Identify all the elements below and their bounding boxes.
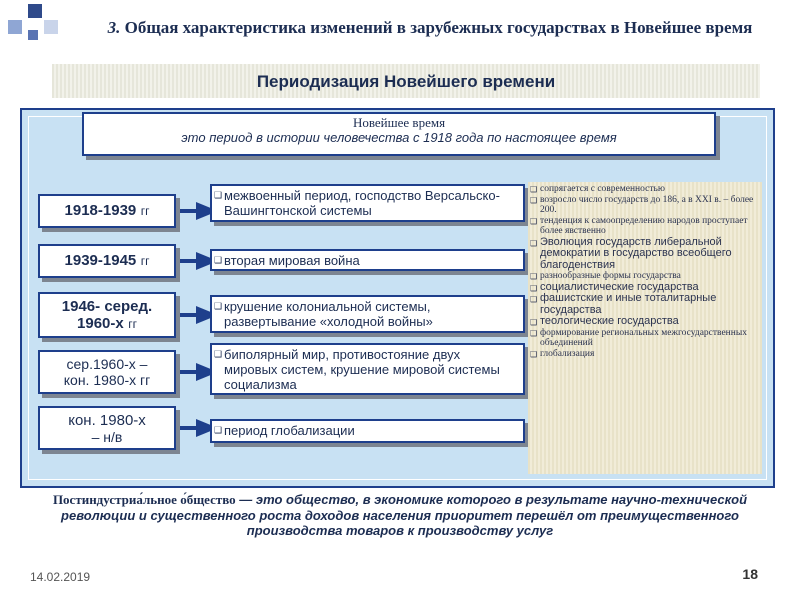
period-box-2 (38, 244, 176, 278)
period-years: 1939-1945 (64, 252, 137, 269)
period-suffix: гг (140, 254, 150, 268)
period-box-4 (38, 350, 176, 394)
title-text: Общая характеристика изменений в зарубежных государствах в Новейшее время (124, 18, 753, 37)
slide-subtitle: Периодизация Новейшего времени (256, 72, 556, 91)
bullet-icon: ❑ (214, 190, 223, 200)
description-text: вторая мировая война (224, 253, 360, 268)
definition-term: Новейшее время (352, 115, 446, 130)
page-number: 18 (742, 566, 758, 582)
list-item: ❑ сопрягается с современностью (530, 184, 762, 195)
bullet-icon: ❑ (214, 349, 223, 359)
square-shape (8, 20, 22, 34)
period-years: 1918-1939 (64, 202, 137, 219)
bullet-icon: ❑ (214, 255, 223, 265)
period-description-5 (210, 419, 525, 443)
list-item: ❑ фашистские и иные тоталитарные государства (530, 293, 762, 316)
period-suffix: гг (128, 316, 137, 331)
period-line-2: 1960-х (77, 314, 124, 332)
period-description-2 (210, 249, 525, 271)
description-text: межвоенный период, господство Версальско-Вашингтонской системы (224, 188, 500, 218)
list-item: ❑ теологические государства (530, 316, 762, 328)
period-line-2: – н/в (91, 428, 123, 445)
square-shape (28, 4, 42, 18)
square-shape (28, 30, 38, 40)
conclusion-term: Постиндустриа́льное о́бщество (52, 492, 236, 507)
period-description-1 (210, 184, 525, 222)
square-shape (44, 20, 58, 34)
bullet-icon: ❑ (214, 301, 223, 311)
list-item: ❑ социалистические государства (530, 282, 762, 294)
period-line-2: кон. 1980-х гг (63, 372, 151, 388)
slide-title (80, 18, 780, 38)
period-box-5 (38, 406, 176, 450)
characteristics-list (530, 184, 762, 359)
description-text: период глобализации (224, 423, 355, 438)
period-line-1: сер.1960-х – (66, 356, 148, 372)
list-item: ❑ возросло число государств до 186, а в XXI в. – более 200. (530, 195, 762, 216)
postindustrial-definition (30, 492, 770, 539)
period-box-3 (38, 292, 176, 338)
period-line-1: кон. 1980-х (68, 411, 146, 429)
period-line-1: 1946- серед. (61, 297, 153, 315)
definition-box (82, 112, 716, 156)
list-item: ❑ Эволюция государств либеральной демократии в государство всеобщего благоденствия (530, 237, 762, 272)
list-item: ❑ разнообразные формы государства (530, 271, 762, 282)
slide-date: 14.02.2019 (30, 570, 91, 584)
period-description-4 (210, 343, 525, 395)
bullet-icon: ❑ (214, 425, 223, 435)
decorative-squares (8, 4, 80, 44)
list-item: ❑ формирование региональных межгосударственных объединений (530, 328, 762, 349)
conclusion-text: — это общество, в экономике которого в результате научно-технической революции и существенного роста доходов населения приоритет перешёл от преимущественного производства товаров к производству услуг (61, 492, 748, 538)
period-suffix: гг (140, 204, 150, 218)
period-box-1 (38, 194, 176, 228)
description-text: биполярный мир, противостояние двух мировых систем, крушение мировой системы социализма (224, 347, 500, 392)
list-item: ❑ глобализация (530, 349, 762, 360)
description-text: крушение колониальной системы, развертывание «холодной войны» (224, 299, 433, 329)
period-description-3 (210, 295, 525, 333)
section-number: 3. (107, 18, 121, 37)
list-item: ❑ тенденция к самоопределению народов проступает более явственно (530, 216, 762, 237)
definition-text: это период в истории человечества с 1918 года по настоящее время (181, 130, 617, 145)
